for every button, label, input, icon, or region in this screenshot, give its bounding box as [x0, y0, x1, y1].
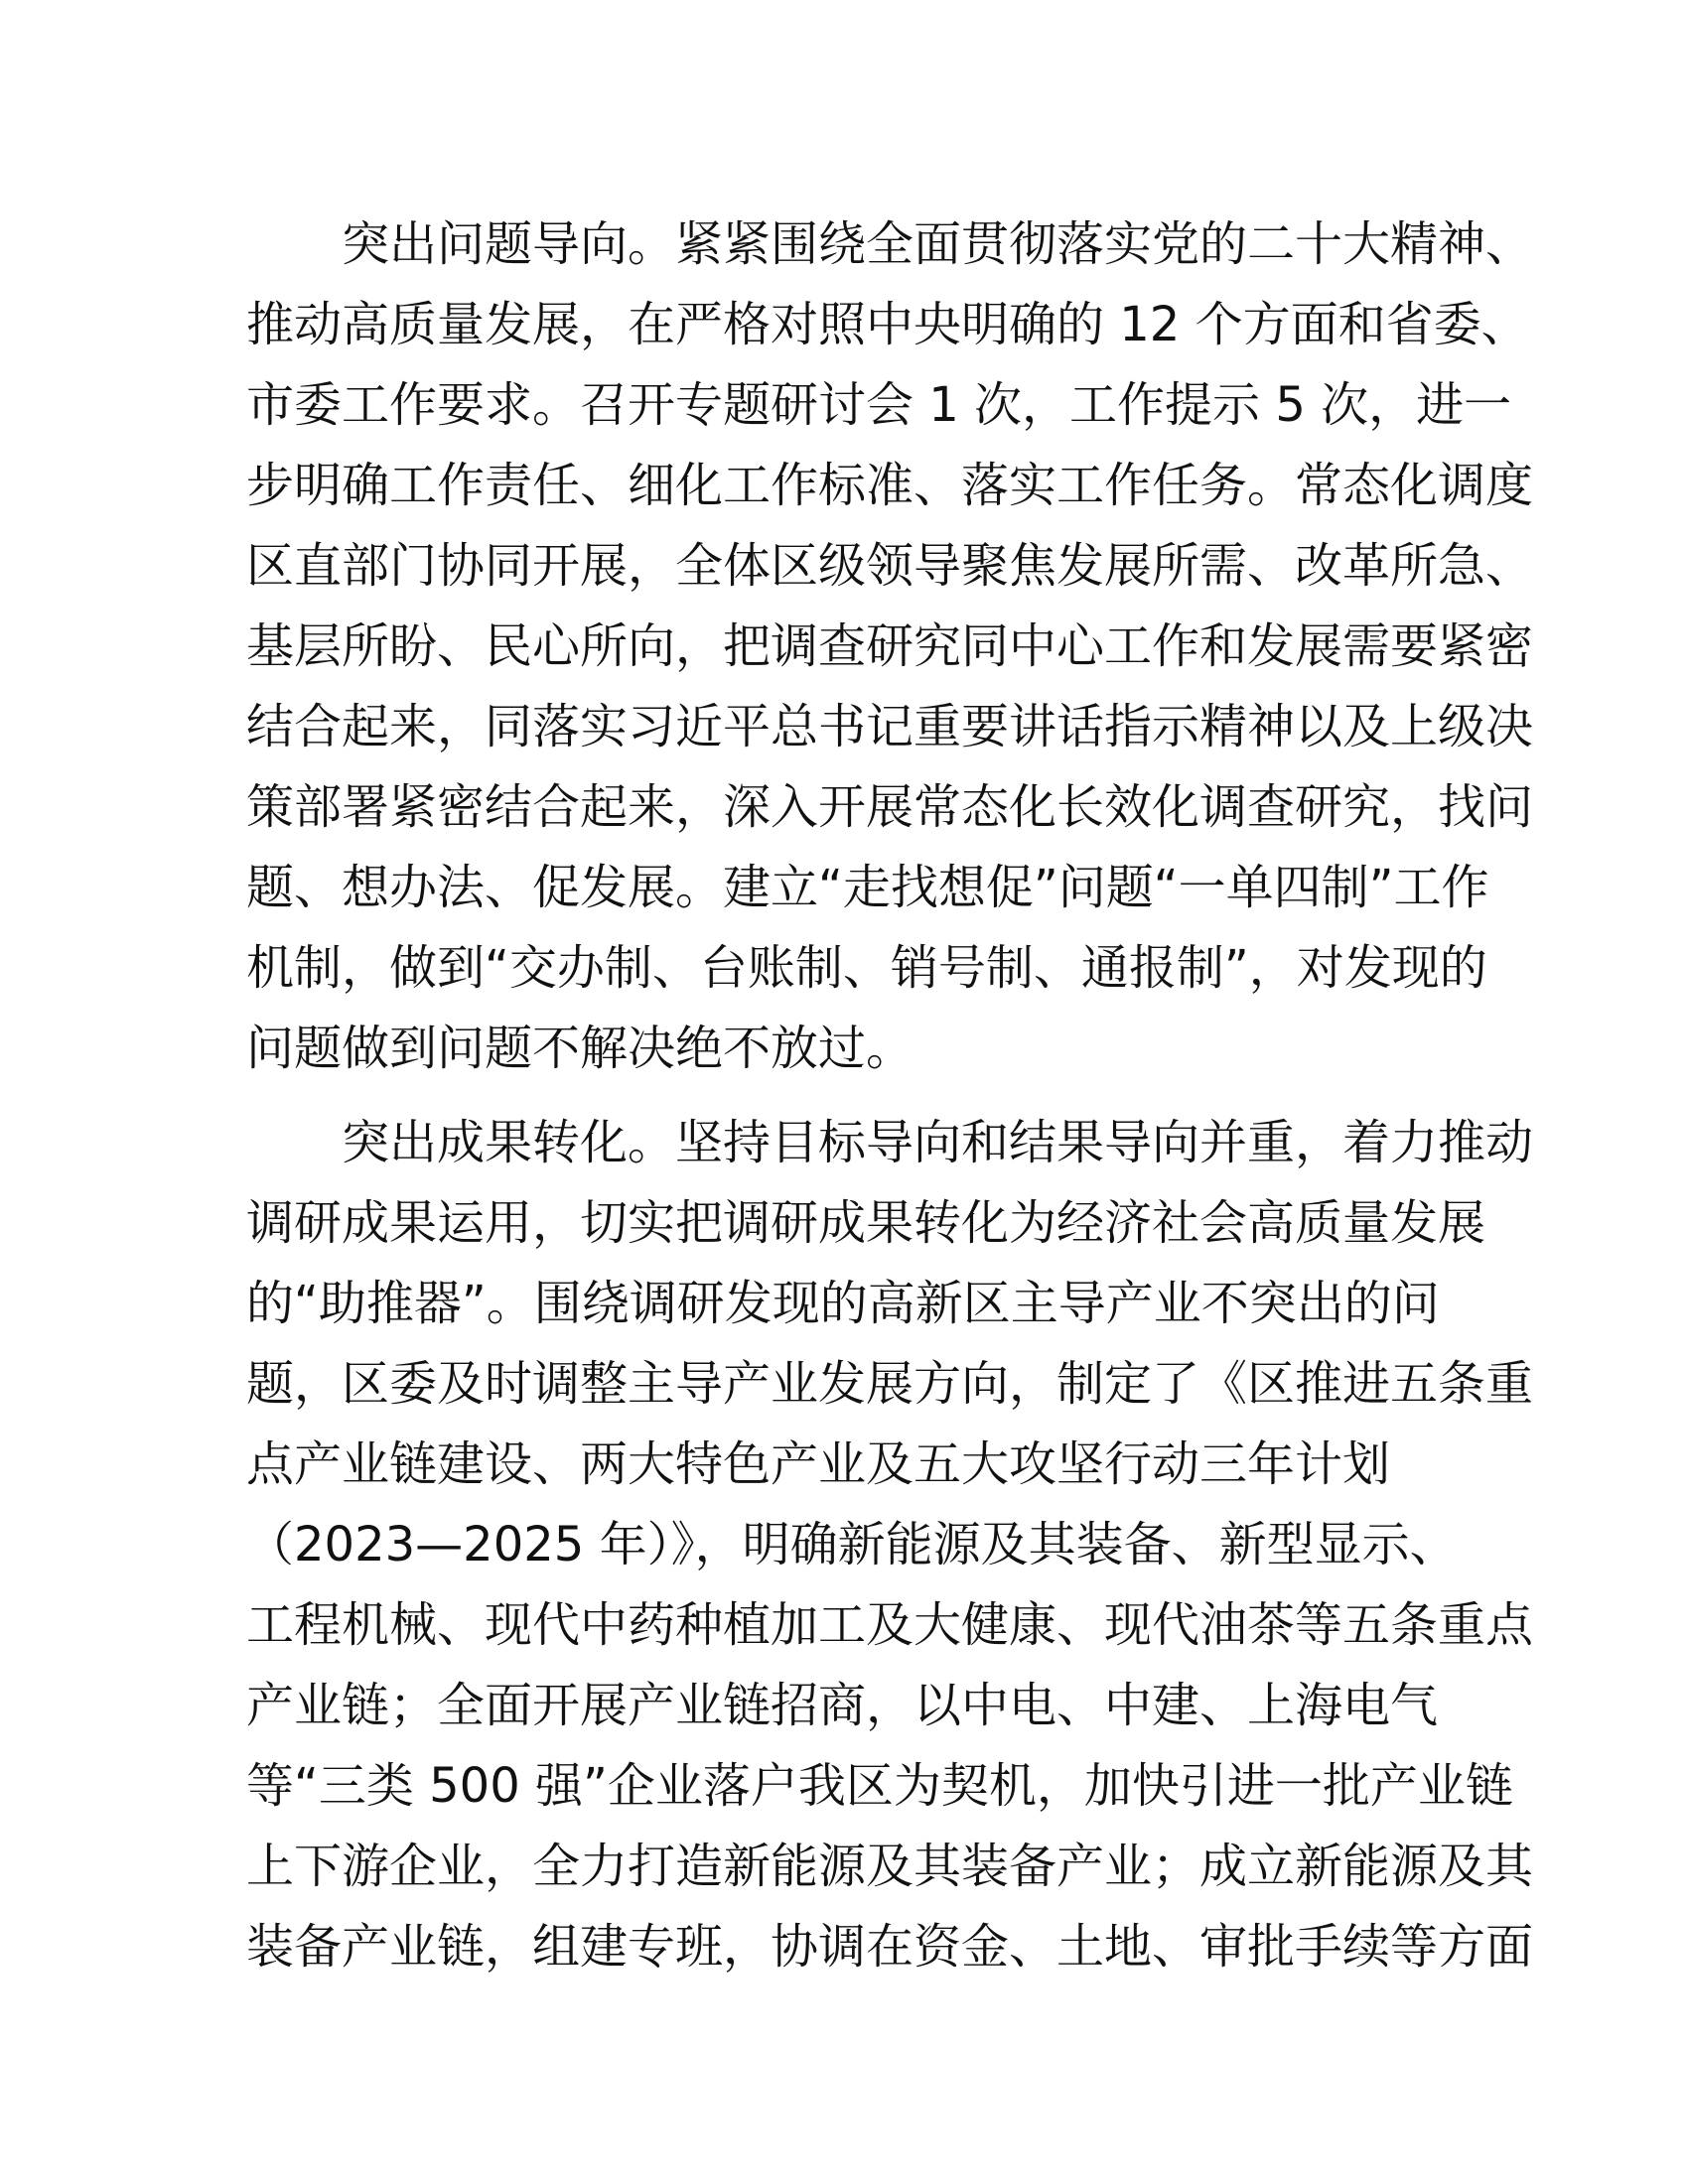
- paragraph-result-transformation: [246, 1103, 1534, 1987]
- paragraph-line: 题，区委及时调整主导产业发展方向，制定了《区推进五条重: [246, 1356, 1534, 1412]
- paragraph-line: 策部署紧密结合起来，深入开展常态化长效化调查研究，找问: [246, 779, 1534, 835]
- paragraph-line: 突出成果转化。坚持目标导向和结果导向并重，着力推动: [342, 1115, 1534, 1170]
- paragraph-line: 题、想办法、促发展。建立“走找想促”问题“一单四制”工作: [246, 860, 1489, 915]
- paragraph-line: 产业链；全面开展产业链招商，以中电、中建、上海电气: [246, 1678, 1439, 1733]
- paragraph-line: 装备产业链，组建专班，协调在资金、土地、审批手续等方面: [246, 1919, 1534, 1975]
- paragraph-line: 步明确工作责任、细化工作标准、落实工作任务。常态化调度: [246, 458, 1534, 513]
- paragraph-problem-orientation: [246, 205, 1534, 1089]
- paragraph-spacer: [246, 1089, 1434, 1103]
- paragraph-line: 点产业链建设、两大特色产业及五大攻坚行动三年计划: [246, 1436, 1391, 1492]
- paragraph-line: 问题做到问题不解决绝不放过。: [246, 1021, 914, 1076]
- paragraph-line: 区直部门协同开展，全体区级领导聚焦发展所需、改革所急、: [246, 538, 1534, 594]
- paragraph-line: 市委工作要求。召开专题研讨会 1 次，工作提示 5 次，进一: [246, 377, 1512, 433]
- paragraph-line: 基层所盼、民心所向，把调查研究同中心工作和发展需要紧密: [246, 618, 1534, 674]
- paragraph-line: 调研成果运用，切实把调研成果转化为经济社会高质量发展: [246, 1195, 1486, 1251]
- paragraph-line: 的“助推器”。围绕调研发现的高新区主导产业不突出的问: [246, 1276, 1440, 1331]
- paragraph-line: 等“三类 500 强”企业落户我区为契机，加快引进一批产业链: [246, 1758, 1513, 1814]
- document-body: [246, 205, 1534, 1987]
- paragraph-line: 上下游企业，全力打造新能源及其装备产业；成立新能源及其: [246, 1839, 1534, 1894]
- paragraph-line: 突出问题导向。紧紧围绕全面贯彻落实党的二十大精神、: [342, 216, 1534, 272]
- paragraph-line: （2023—2025 年）》，明确新能源及其装备、新型显示、: [246, 1517, 1458, 1572]
- paragraph-line: 推动高质量发展，在严格对照中央明确的 12 个方面和省委、: [246, 297, 1529, 352]
- paragraph-line: 结合起来，同落实习近平总书记重要讲话指示精神以及上级决: [246, 699, 1534, 754]
- paragraph-line: 工程机械、现代中药种植加工及大健康、现代油茶等五条重点: [246, 1597, 1534, 1653]
- paragraph-line: 机制，做到“交办制、台账制、销号制、通报制”，对发现的: [246, 940, 1487, 996]
